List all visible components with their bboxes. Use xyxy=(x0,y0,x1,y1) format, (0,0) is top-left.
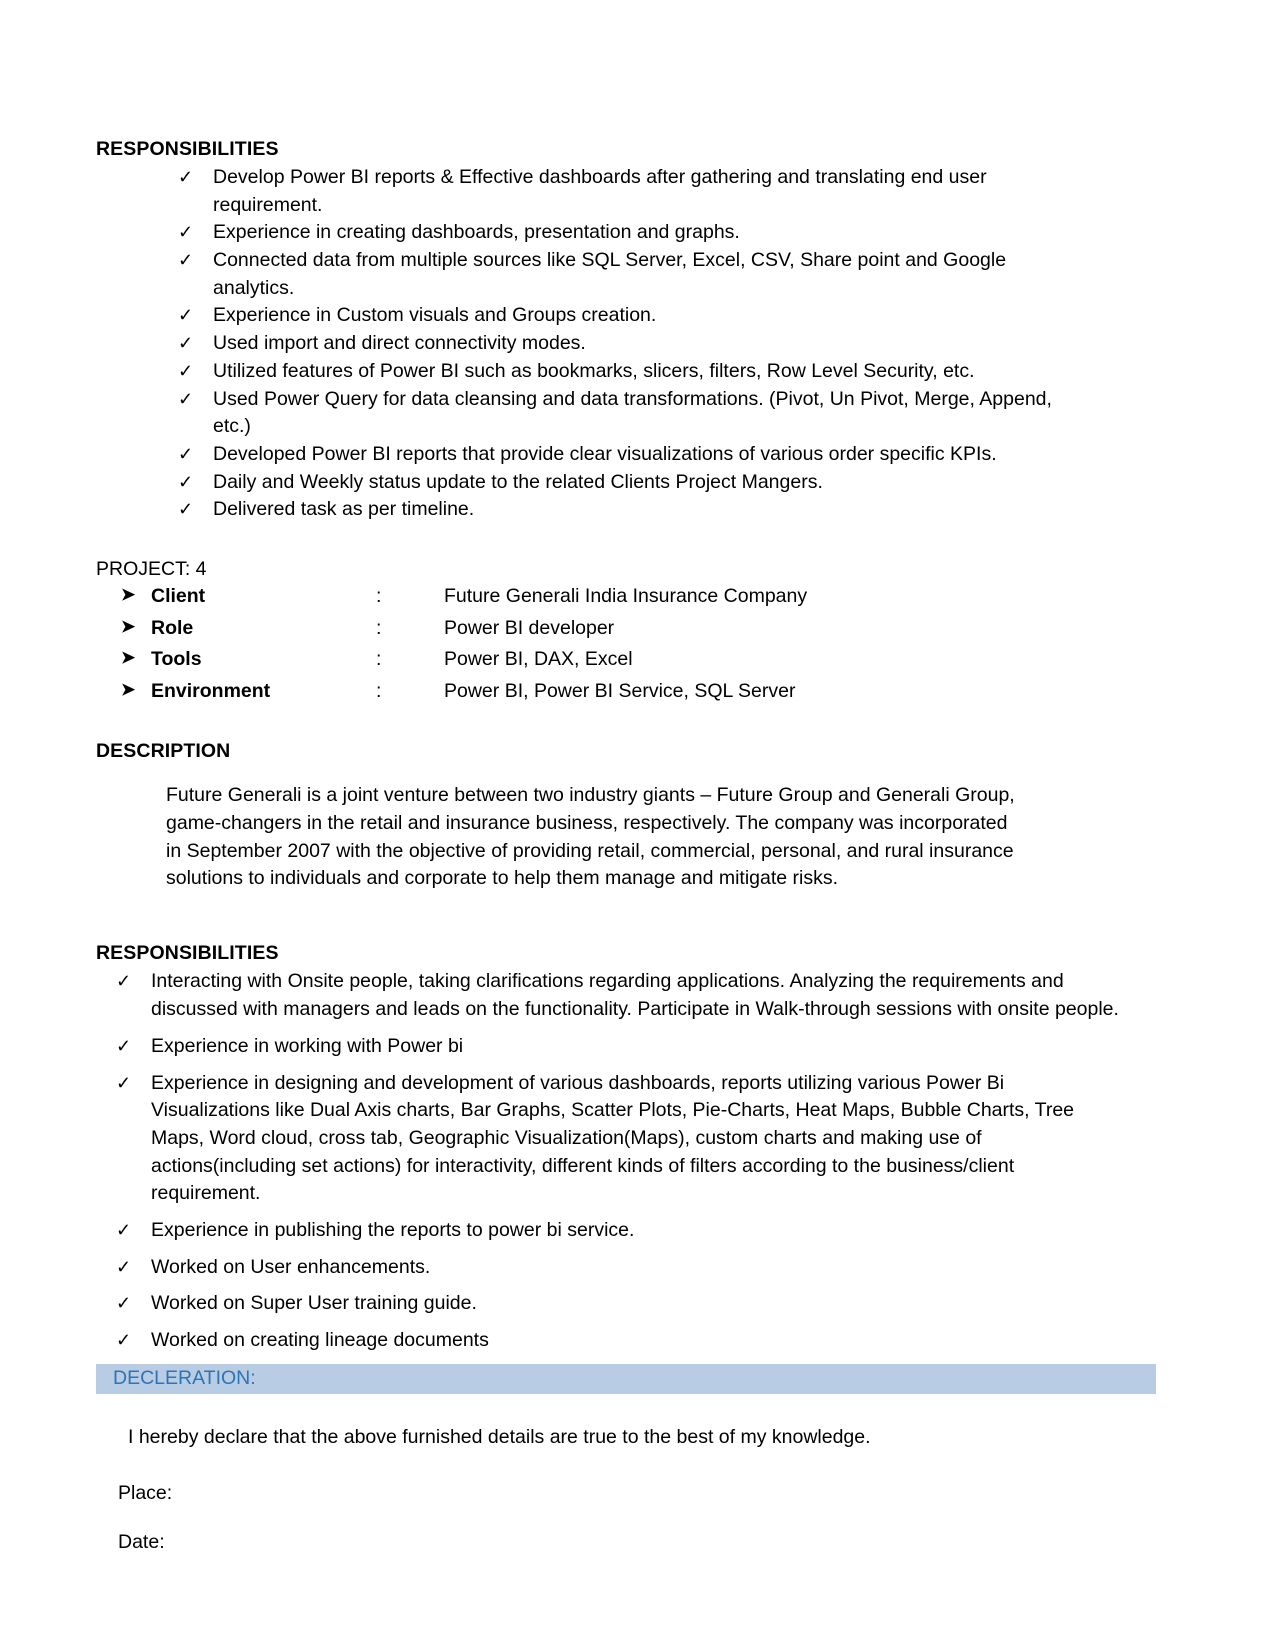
check-icon: ✓ xyxy=(178,443,194,464)
table-row xyxy=(121,678,807,710)
place-label: Place: xyxy=(118,1481,173,1504)
list-item-text: Experience in creating dashboards, presentation and graphs. xyxy=(213,221,740,244)
declaration-statement: I hereby declare that the above furnished details are true to the best of my knowledge. xyxy=(128,1426,871,1449)
arrow-right-icon: ➤ xyxy=(121,584,136,604)
check-icon: ✓ xyxy=(178,499,194,520)
list-item-text: Experience in working with Power bi xyxy=(151,1034,464,1057)
list-item-text: Used Power Query for data cleansing and data transformations. (Pivot, Un Pivot, Merge, Append, etc.) xyxy=(213,387,1052,438)
check-icon: ✓ xyxy=(116,971,132,992)
table-row xyxy=(121,583,807,615)
spacer xyxy=(96,524,1156,558)
responsibilities-list-2 xyxy=(116,968,1121,1354)
project-details-table xyxy=(121,583,807,710)
project-field-value: Power BI, DAX, Excel xyxy=(444,648,633,671)
list-item xyxy=(178,164,1078,219)
list-item-text: Utilized features of Power BI such as bookmarks, slicers, filters, Row Level Security, etc. xyxy=(213,359,975,382)
list-item xyxy=(178,219,1078,247)
check-icon: ✓ xyxy=(116,1035,132,1056)
arrow-right-icon: ➤ xyxy=(121,616,136,636)
check-icon: ✓ xyxy=(178,167,194,187)
list-item xyxy=(178,496,1078,524)
list-item-text: Worked on creating lineage documents xyxy=(151,1329,489,1351)
list-item-text: Connected data from multiple sources like SQL Server, Excel, CSV, Share point and Google analytics. xyxy=(213,249,1007,299)
responsibilities-heading-1: RESPONSIBILITIES xyxy=(96,138,279,160)
list-item xyxy=(116,1254,1121,1282)
project-field-value: Power BI developer xyxy=(444,616,615,639)
responsibilities-list-1 xyxy=(178,164,1078,524)
project-field-label: Client xyxy=(151,584,206,607)
project-field-colon: : xyxy=(376,584,382,607)
spacer xyxy=(96,710,1156,740)
check-icon: ✓ xyxy=(178,471,194,492)
declaration-banner xyxy=(96,1364,1156,1394)
spacer xyxy=(96,912,1156,942)
check-icon: ✓ xyxy=(178,388,194,409)
list-item-text: Developed Power BI reports that provide clear visualizations of various order specific KPIs. xyxy=(213,442,997,465)
check-icon: ✓ xyxy=(116,1256,132,1277)
list-item xyxy=(178,386,1078,441)
list-item-text: Experience in Custom visuals and Groups creation. xyxy=(213,304,657,327)
project-title: PROJECT: 4 xyxy=(96,557,207,580)
list-item xyxy=(116,1327,1121,1355)
project-field-colon: : xyxy=(376,648,382,671)
declaration-label: DECLERATION: xyxy=(113,1366,256,1389)
list-item xyxy=(116,968,1121,1023)
description-heading: DESCRIPTION xyxy=(96,739,231,762)
arrow-right-icon: ➤ xyxy=(121,648,136,668)
check-icon: ✓ xyxy=(116,1293,132,1314)
project-field-label: Tools xyxy=(151,648,202,671)
check-icon: ✓ xyxy=(178,360,194,381)
check-icon: ✓ xyxy=(116,1330,132,1350)
check-icon: ✓ xyxy=(178,305,194,326)
project-field-value: Future Generali India Insurance Company xyxy=(444,584,808,607)
responsibilities-heading-2: RESPONSIBILITIES xyxy=(96,942,279,965)
table-row xyxy=(121,615,807,647)
list-item-text: Experience in publishing the reports to power bi service. xyxy=(151,1218,635,1241)
check-icon: ✓ xyxy=(116,1072,132,1093)
description-body: Future Generali is a joint venture between two industry giants – Future Group and Generali Group, game-changers in the retail and insurance business, respectively. The company was incorporated in September 2007 with the objective of providing retail, commercial, personal, and rural insurance solutions to individuals and corporate to help them manage and mitigate risks. xyxy=(166,784,1015,890)
list-item-text: Develop Power BI reports & Effective dashboards after gathering and translating end user requirement. xyxy=(213,166,987,216)
check-icon: ✓ xyxy=(116,1219,132,1240)
list-item xyxy=(178,247,1078,302)
list-item xyxy=(116,1033,1121,1061)
project-field-label: Environment xyxy=(151,680,271,702)
list-item xyxy=(178,330,1078,358)
list-item xyxy=(116,1290,1121,1318)
arrow-right-icon: ➤ xyxy=(121,680,136,699)
date-label: Date: xyxy=(118,1531,165,1554)
document-content xyxy=(96,138,1156,1557)
list-item-text: Delivered task as per timeline. xyxy=(213,498,475,521)
check-icon: ✓ xyxy=(178,222,194,243)
list-item xyxy=(116,1217,1121,1245)
list-item-text: Worked on User enhancements. xyxy=(151,1255,431,1278)
project-field-value: Power BI, Power BI Service, SQL Server xyxy=(444,680,796,702)
check-icon: ✓ xyxy=(178,250,194,271)
list-item-text: Interacting with Onsite people, taking clarifications regarding applications. Analyzing the requirements and discussed with managers and leads on the functionality. Participate in Walk-through sessions with onsite people. xyxy=(151,970,1119,1021)
list-item-text: Used import and direct connectivity modes. xyxy=(213,332,586,355)
list-item xyxy=(178,358,1078,386)
project-field-colon: : xyxy=(376,680,382,702)
project-field-label: Role xyxy=(151,616,194,639)
list-item xyxy=(178,469,1078,497)
check-icon: ✓ xyxy=(178,333,194,354)
list-item-text: Worked on Super User training guide. xyxy=(151,1292,477,1315)
list-item xyxy=(178,302,1078,330)
table-row xyxy=(121,646,807,678)
list-item-text: Experience in designing and development of various dashboards, reports utilizing various Power Bi Visualizations like Dual Axis charts, Bar Graphs, Scatter Plots, Pie-Charts, Heat Maps, Bubble Charts, Tree Maps, Word cloud, cross tab, Geographic Visualization(Maps), custom charts and making use of actions(including set actions) for interactivity, different kinds of filters according to the business/client requirement. xyxy=(151,1071,1075,1205)
list-item xyxy=(178,441,1078,469)
list-item-text: Daily and Weekly status update to the related Clients Project Mangers. xyxy=(213,470,823,493)
list-item xyxy=(116,1070,1121,1208)
project-field-colon: : xyxy=(376,616,382,639)
